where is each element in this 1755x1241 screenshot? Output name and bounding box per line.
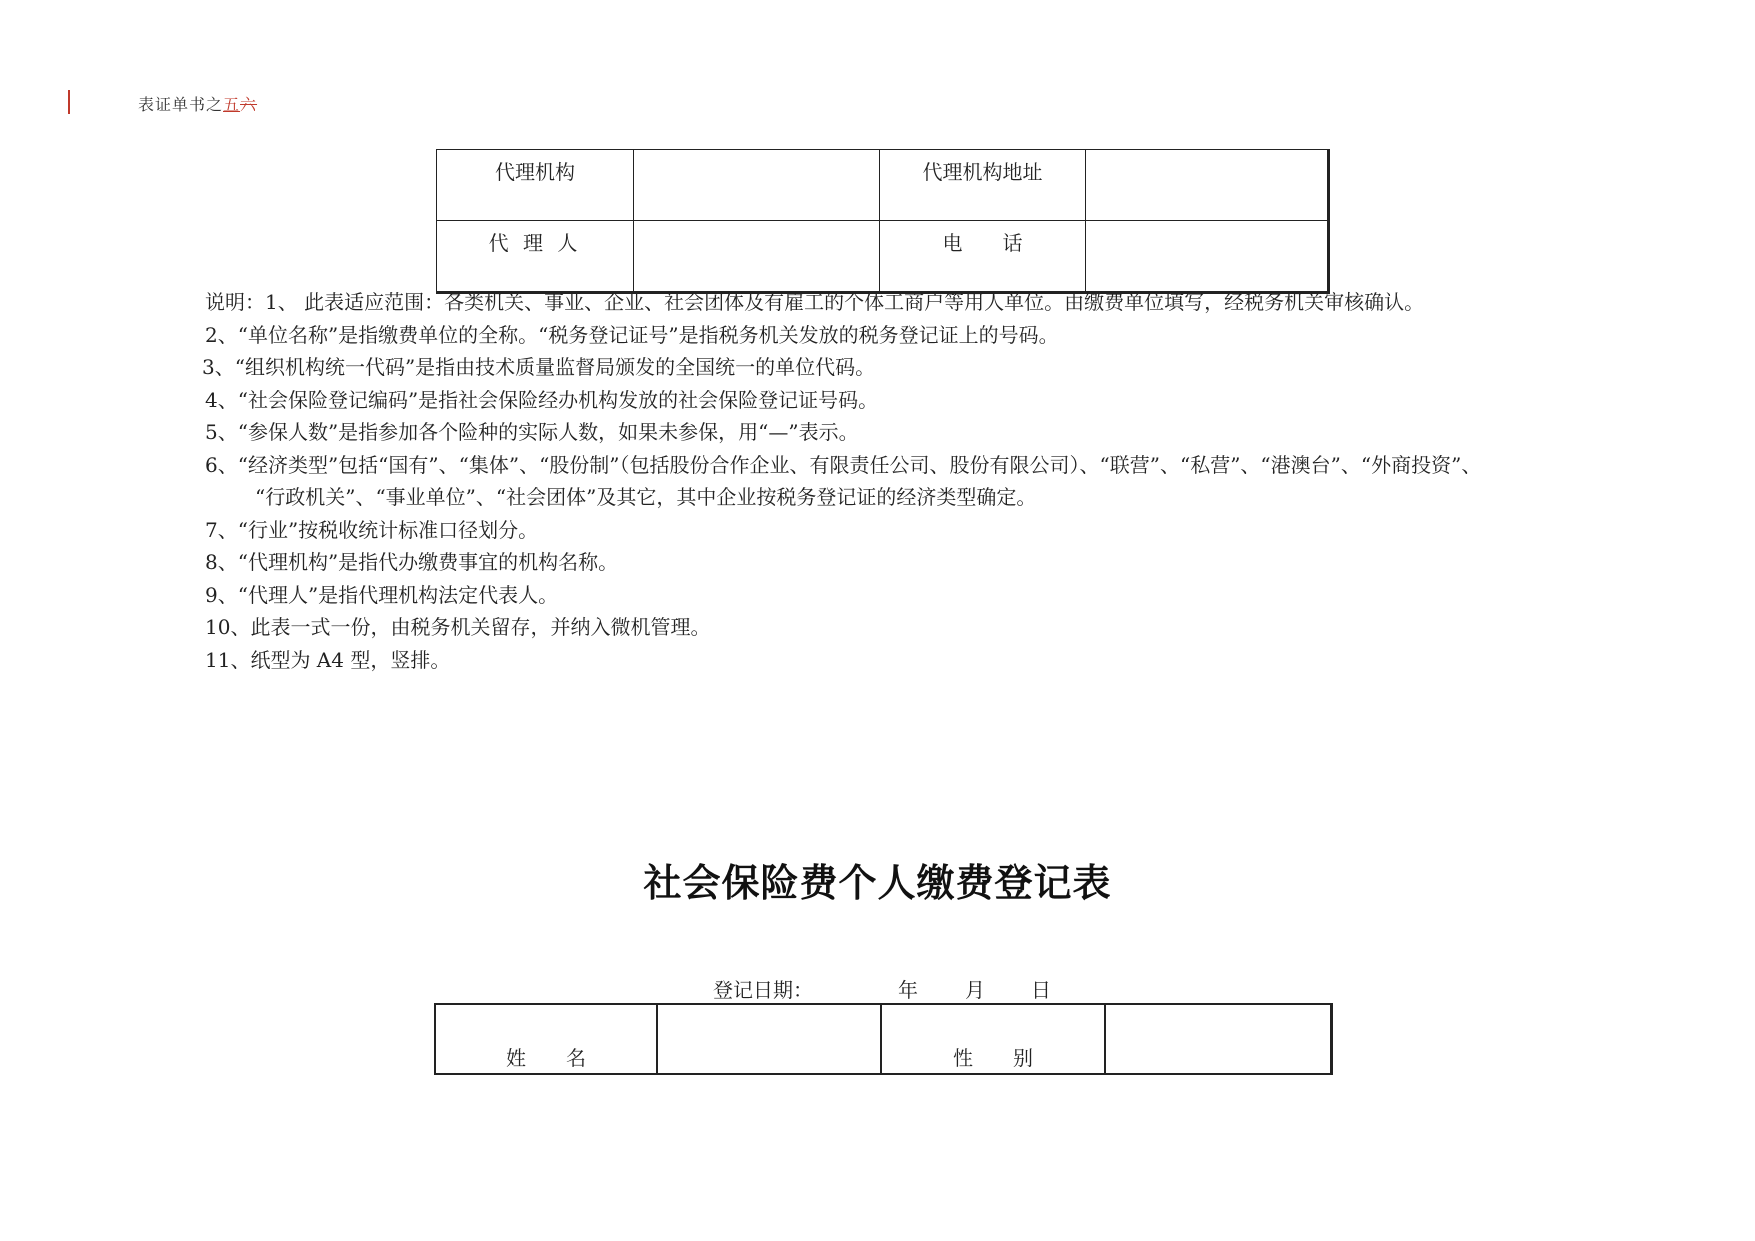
- gender-field[interactable]: [1105, 1004, 1331, 1074]
- instructions-notes: [202, 286, 1675, 676]
- agency-address-label: 代理机构地址: [880, 150, 1086, 221]
- agency-address-field[interactable]: [1086, 150, 1329, 221]
- note-line-3: 3、“组织机构统一代码”是指由技术质量监督局颁发的全国统一的单位代码。: [202, 355, 876, 379]
- header-revision-inserted: 五: [223, 95, 241, 114]
- agent-info-table: [436, 149, 1330, 294]
- agent-field[interactable]: [634, 221, 880, 293]
- agency-label: 代理机构: [437, 150, 634, 221]
- note-line-5: 5、“参保人数”是指参加各个险种的实际人数，如果未参保，用“—”表示。: [205, 420, 859, 444]
- note-line-9: 9、“代理人”是指代理机构法定代表人。: [205, 582, 559, 607]
- table-row: [437, 221, 1329, 293]
- date-day-label: 日: [1031, 978, 1051, 1002]
- note-line-6: 6、“经济类型”包括“国有”、“集体”、“股份制”（包括股份合作企业、有限责任公司、股份有限公司）、“联营”、“私营”、“港澳台”、“外商投资”、: [205, 452, 1482, 477]
- agency-field[interactable]: [634, 150, 880, 221]
- note-line-11: 11、纸型为 A4 型，竖排。: [205, 647, 451, 672]
- note-line-6-continued: “行政机关”、“事业单位”、“社会团体”及其它，其中企业按税务登记证的经济类型确定。: [255, 485, 1037, 509]
- table-row: [435, 1004, 1331, 1074]
- registration-date-label: 登记日期：: [713, 978, 813, 1002]
- header-text: 表证单书之: [138, 95, 224, 114]
- note-line-1: 说明：1、 此表适应范围：各类机关、事业、企业、社会团体及有雇工的个体工商户等用人单位。由缴费单位填写，经税务机关审核确认。: [205, 290, 1425, 314]
- personal-info-table: [434, 1003, 1333, 1075]
- date-month-label: 月: [965, 978, 985, 1002]
- name-label: 姓 名: [435, 1004, 657, 1074]
- name-field[interactable]: [657, 1004, 881, 1074]
- agent-label: 代 理 人: [437, 221, 634, 293]
- note-line-4: 4、“社会保险登记编码”是指社会保险经办机构发放的社会保险登记证号码。: [205, 387, 879, 412]
- note-line-7: 7、“行业”按税收统计标准口径划分。: [205, 517, 539, 542]
- header-revision-deleted: 六: [240, 95, 258, 114]
- note-line-8: 8、“代理机构”是指代办缴费事宜的机构名称。: [205, 550, 619, 574]
- note-line-2: 2、“单位名称”是指缴费单位的全称。“税务登记证号”是指税务机关发放的税务登记证上的号码。: [205, 322, 1059, 347]
- table-row: [437, 150, 1329, 221]
- phone-field[interactable]: [1086, 221, 1329, 293]
- phone-label: 电 话: [880, 221, 1086, 293]
- page-header: [138, 92, 257, 115]
- revision-change-bar: [68, 90, 70, 114]
- registration-date: [713, 974, 1051, 1003]
- note-line-10: 10、此表一式一份，由税务机关留存，并纳入微机管理。: [205, 615, 711, 639]
- form-title: 社会保险费个人缴费登记表: [643, 860, 1112, 905]
- date-year-label: 年: [898, 978, 918, 1002]
- gender-label: 性 别: [881, 1004, 1105, 1074]
